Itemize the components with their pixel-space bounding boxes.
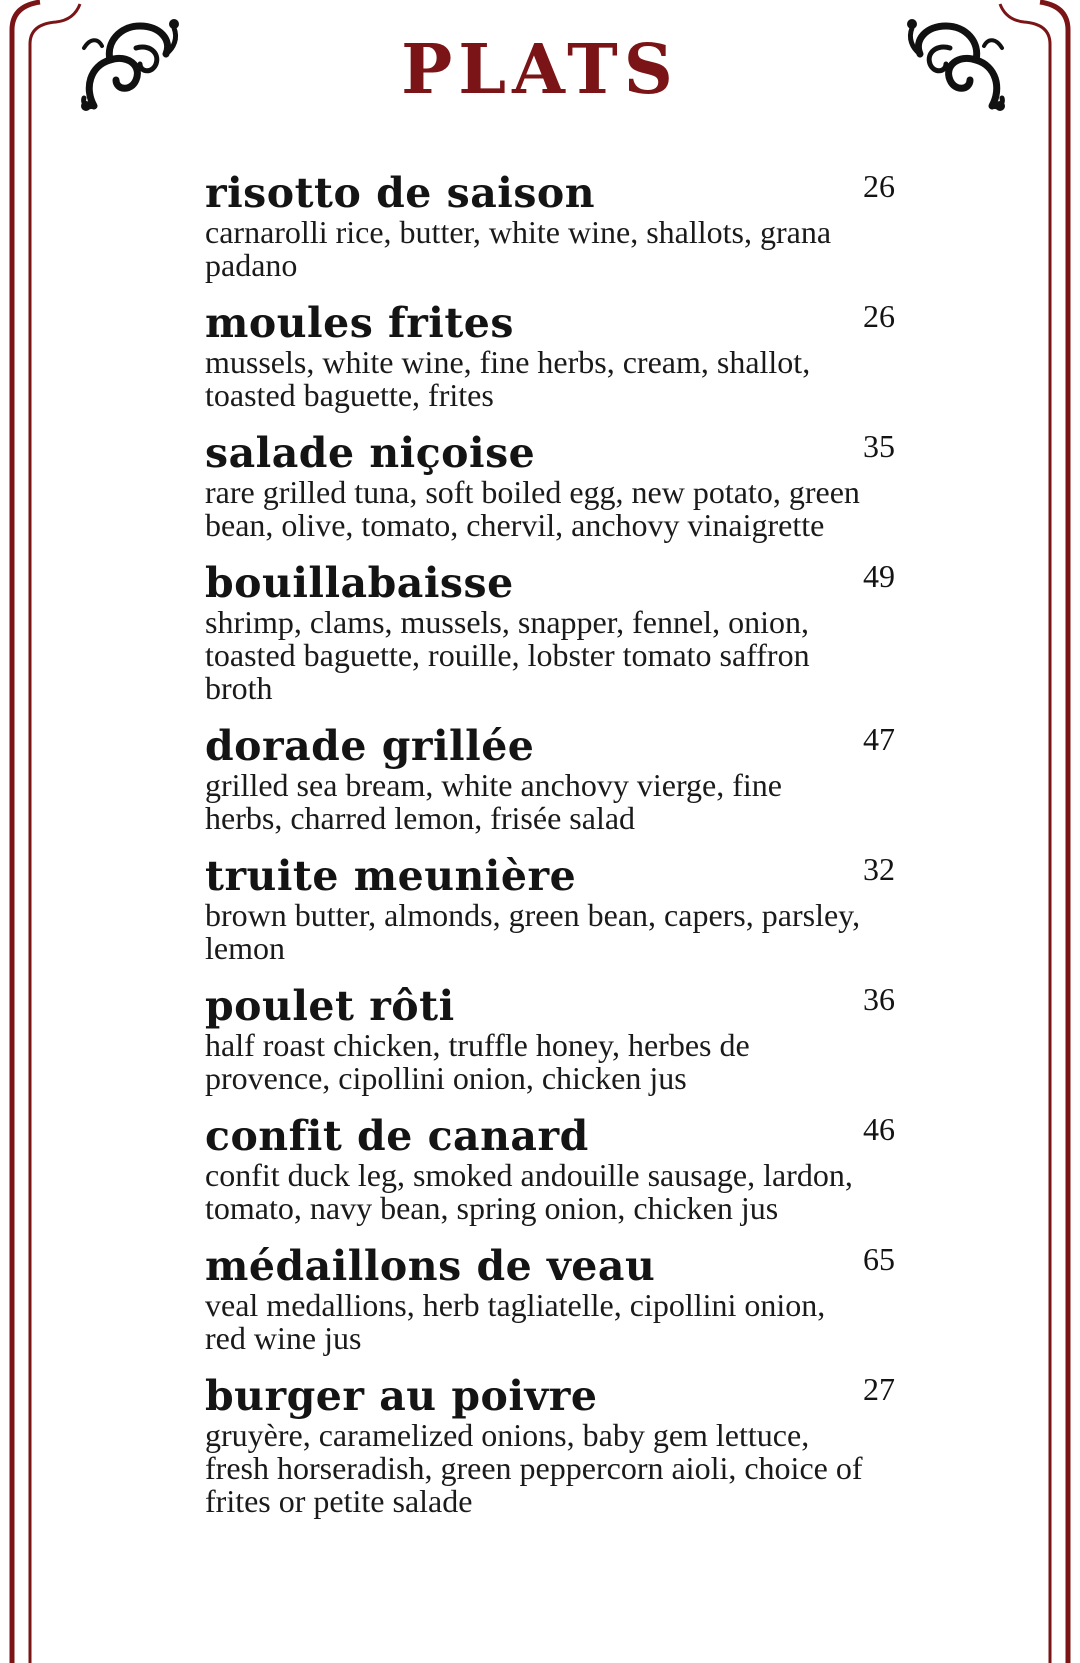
menu-item: [205, 853, 895, 965]
menu-item-name: truite meunière: [205, 852, 577, 900]
menu-item-name: burger au poivre: [205, 1372, 598, 1420]
menu-item-description: brown butter, almonds, green bean, capers, parsley, lemon: [205, 897, 861, 966]
menu-item-description: carnarolli rice, butter, white wine, shallots, grana padano: [205, 214, 832, 283]
menu-item-price: 26: [863, 298, 895, 334]
menu-item-description: half roast chicken, truffle honey, herbes de provence, cipollini onion, chicken jus: [205, 1027, 750, 1096]
menu-item-price: 27: [863, 1371, 895, 1407]
menu-item: [205, 723, 895, 835]
menu-item-description: rare grilled tuna, soft boiled egg, new potato, green bean, olive, tomato, chervil, anchovy vinaigrette: [205, 474, 860, 543]
menu-item-description: confit duck leg, smoked andouille sausage, lardon, tomato, navy bean, spring onion, chicken jus: [205, 1157, 853, 1226]
menu-item: [205, 300, 895, 412]
menu-item-price: 36: [863, 981, 895, 1017]
menu-item-price: 49: [863, 558, 895, 594]
menu-item: [205, 983, 895, 1095]
menu-item-name: dorade grillée: [205, 722, 535, 770]
menu-item: [205, 1113, 895, 1225]
menu-item-description: mussels, white wine, fine herbs, cream, shallot, toasted baguette, frites: [205, 344, 811, 413]
menu-item-description: veal medallions, herb tagliatelle, cipollini onion, red wine jus: [205, 1287, 826, 1356]
menu-item-name: risotto de saison: [205, 169, 596, 217]
menu-item: [205, 1373, 895, 1518]
menu-item-description: shrimp, clams, mussels, snapper, fennel, onion, toasted baguette, rouille, lobster tomato saffron broth: [205, 604, 810, 706]
menu-item-name: poulet rôti: [205, 982, 455, 1030]
menu-item-name: bouillabaisse: [205, 559, 514, 607]
menu-item-description: gruyère, caramelized onions, baby gem lettuce, fresh horseradish, green peppercorn aioli, choice of frites or petite salade: [205, 1417, 863, 1519]
menu-item-price: 32: [863, 851, 895, 887]
menu-item-name: moules frites: [205, 299, 514, 347]
menu-item-price: 65: [863, 1241, 895, 1277]
page-title: PLATS: [401, 30, 679, 110]
menu-item: [205, 430, 895, 542]
menu-item-description: grilled sea bream, white anchovy vierge, fine herbs, charred lemon, frisée salad: [205, 767, 782, 836]
menu-item-price: 35: [863, 428, 895, 464]
menu-item-price: 47: [863, 721, 895, 757]
menu-item-name: confit de canard: [205, 1112, 589, 1160]
menu-list: [205, 170, 895, 1536]
menu-item-price: 26: [863, 168, 895, 204]
menu-item: [205, 560, 895, 705]
menu-item-name: médaillons de veau: [205, 1242, 656, 1290]
menu-item-name: salade niçoise: [205, 429, 536, 477]
menu-item: [205, 1243, 895, 1355]
menu-item: [205, 170, 895, 282]
menu-item-price: 46: [863, 1111, 895, 1147]
